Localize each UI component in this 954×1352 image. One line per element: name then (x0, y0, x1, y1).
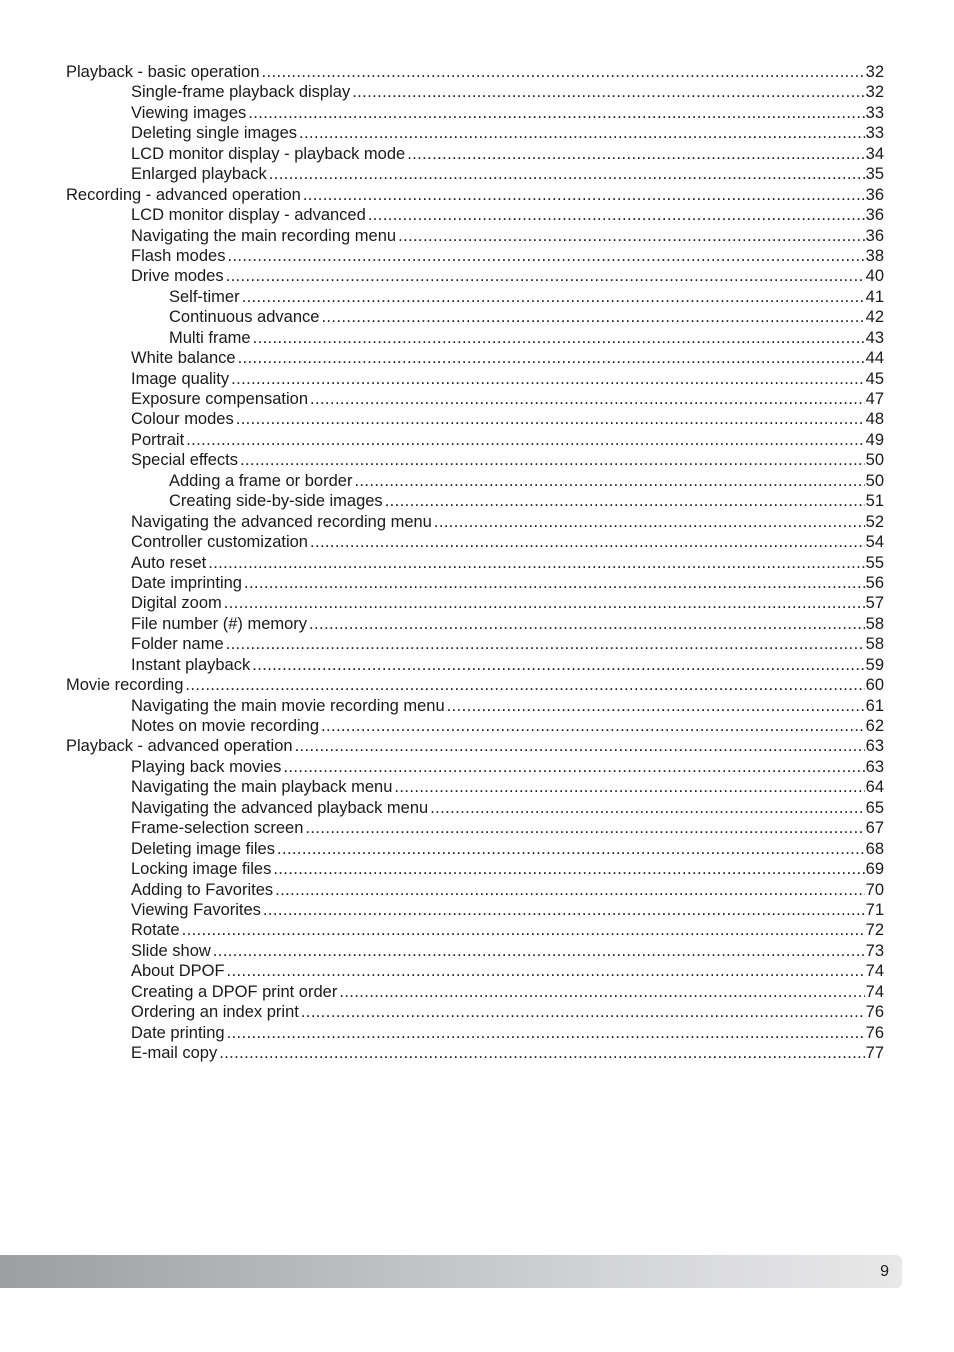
toc-entry-title: Viewing images (131, 103, 247, 122)
toc-entry-page: 52 (865, 512, 884, 531)
toc-entry-title: Movie recording (66, 676, 184, 695)
toc-dot-leader (339, 982, 864, 1002)
toc-entry-title: Slide show (131, 941, 211, 960)
toc-dot-leader (275, 880, 864, 900)
toc-dot-leader (368, 205, 865, 225)
toc-dot-leader (299, 123, 865, 143)
toc-entry-page: 61 (865, 696, 884, 715)
toc-entry-title: Viewing Favorites (131, 900, 261, 919)
toc-entry-title: File number (#) memory (131, 614, 308, 633)
toc-entry-title: Navigating the advanced playback menu (131, 798, 429, 817)
toc-entry-page: 70 (865, 880, 884, 899)
toc-entry-title: LCD monitor display - advanced (131, 206, 366, 225)
toc-entry-page: 77 (865, 1044, 884, 1062)
toc-entry-page: 44 (865, 349, 884, 368)
toc-entry-title: Deleting image files (131, 839, 275, 858)
toc-entry (66, 941, 884, 961)
toc-entry-page: 69 (865, 860, 884, 879)
toc-entry (66, 982, 884, 1002)
toc-entry-page: 36 (865, 185, 884, 204)
toc-entry-page: 47 (865, 390, 884, 408)
toc-entry-title: Adding a frame or border (169, 471, 353, 490)
toc-entry-page: 33 (865, 103, 884, 122)
toc-entry-page: 72 (865, 921, 884, 940)
toc-dot-leader (277, 839, 865, 859)
toc-entry-page: 74 (865, 982, 884, 1001)
toc-entry-page: 42 (865, 308, 884, 327)
toc-entry-page: 73 (865, 941, 884, 960)
toc-entry (66, 553, 884, 573)
toc-entry-title: LCD monitor display - playback mode (131, 144, 406, 163)
toc-entry-title: Continuous advance (169, 308, 320, 327)
toc-entry-page: 62 (865, 717, 884, 735)
toc-entry (66, 593, 884, 613)
toc-entry (66, 471, 884, 491)
toc-entry-title: Controller customization (131, 533, 308, 552)
toc-entry-page: 63 (865, 757, 884, 776)
toc-dot-leader (295, 736, 865, 756)
toc-entry-title: Ordering an index print (131, 1003, 299, 1022)
toc-dot-leader (321, 307, 864, 327)
toc-dot-leader (283, 757, 864, 777)
toc-dot-leader (227, 246, 864, 266)
toc-dot-leader (227, 961, 865, 981)
toc-dot-leader (303, 185, 865, 205)
toc-entry-page: 33 (865, 124, 884, 143)
toc-entry (66, 164, 884, 184)
toc-entry (66, 961, 884, 981)
toc-entry-title: E-mail copy (131, 1044, 218, 1062)
toc-entry-title: Date printing (131, 1023, 225, 1042)
toc-dot-leader (242, 287, 865, 307)
toc-entry-page: 40 (865, 267, 884, 286)
toc-entry (66, 839, 884, 859)
toc-entry-title: Navigating the advanced recording menu (131, 512, 432, 531)
toc-entry (66, 798, 884, 818)
toc-entry-title: About DPOF (131, 962, 225, 981)
toc-entry-title: Notes on movie recording (131, 717, 320, 735)
toc-entry (66, 266, 884, 286)
toc-entry-title: Recording - advanced operation (66, 185, 301, 204)
toc-entry-page: 76 (865, 1023, 884, 1042)
toc-entry-page: 58 (865, 614, 884, 633)
toc-dot-leader (354, 471, 864, 491)
toc-dot-leader (224, 593, 865, 613)
toc-entry-page: 35 (865, 165, 884, 184)
toc-entry-title: Deleting single images (131, 124, 298, 143)
toc-entry (66, 389, 884, 409)
toc-dot-leader (301, 1002, 865, 1022)
toc-entry-title: Playing back movies (131, 757, 282, 776)
toc-entry-title: Image quality (131, 369, 230, 388)
toc-dot-leader (263, 900, 865, 920)
toc-entry (66, 675, 884, 695)
toc-entry (66, 450, 884, 470)
toc-entry-title: Rotate (131, 921, 180, 940)
toc-dot-leader (262, 62, 865, 82)
toc-entry-title: Navigating the main movie recording menu (131, 696, 445, 715)
toc-entry (66, 880, 884, 900)
toc-entry-page: 49 (865, 430, 884, 449)
toc-entry-title: Exposure compensation (131, 390, 309, 408)
toc-entry (66, 103, 884, 123)
toc-entry-page: 43 (865, 328, 884, 347)
toc-dot-leader (185, 675, 864, 695)
toc-entry-page: 55 (865, 553, 884, 572)
toc-entry (66, 777, 884, 797)
toc-entry (66, 123, 884, 143)
toc-entry-page: 64 (865, 778, 884, 797)
toc-entry (66, 614, 884, 634)
toc-dot-leader (248, 103, 864, 123)
toc-entry-page: 56 (865, 573, 884, 592)
toc-entry-title: Locking image files (131, 860, 272, 879)
toc-entry (66, 307, 884, 327)
toc-entry (66, 1023, 884, 1043)
toc-dot-leader (310, 532, 865, 552)
toc-entry-page: 45 (865, 369, 884, 388)
toc-entry-page: 38 (865, 246, 884, 265)
toc-entry-page: 60 (865, 676, 884, 695)
toc-entry-page: 34 (865, 144, 884, 163)
toc-entry-title: Single-frame playback display (131, 83, 351, 102)
toc-entry (66, 1043, 884, 1063)
toc-dot-leader (430, 798, 864, 818)
toc-entry (66, 532, 884, 552)
toc-entry (66, 287, 884, 307)
toc-entry-title: Special effects (131, 451, 239, 470)
toc-entry-page: 36 (865, 226, 884, 245)
toc-dot-leader (253, 328, 865, 348)
toc-entry (66, 369, 884, 389)
toc-entry-title: Folder name (131, 635, 224, 654)
toc-dot-leader (252, 655, 864, 675)
toc-dot-leader (226, 266, 865, 286)
toc-entry (66, 920, 884, 940)
toc-dot-leader (310, 389, 865, 409)
toc-dot-leader (398, 226, 865, 246)
toc-dot-leader (269, 164, 865, 184)
toc-entry-title: Creating side-by-side images (169, 492, 383, 511)
toc-entry (66, 818, 884, 838)
toc-entry-title: Self-timer (169, 287, 240, 306)
toc-entry-page: 54 (865, 533, 884, 552)
toc-dot-leader (447, 696, 865, 716)
toc-entry (66, 62, 884, 82)
toc-entry-title: Playback - basic operation (66, 63, 260, 81)
footer-bar (0, 1255, 902, 1288)
toc-entry-title: Colour modes (131, 410, 234, 429)
toc-entry (66, 573, 884, 593)
toc-dot-leader (309, 614, 865, 634)
toc-dot-leader (240, 450, 865, 470)
toc-dot-leader (352, 82, 864, 102)
toc-entry (66, 491, 884, 511)
toc-entry (66, 634, 884, 654)
toc-entry (66, 716, 884, 736)
toc-entry (66, 348, 884, 368)
toc-dot-leader (186, 430, 864, 450)
toc-entry-title: Navigating the main recording menu (131, 226, 397, 245)
toc-entry-page: 41 (865, 287, 884, 306)
toc-dot-leader (273, 859, 864, 879)
toc-entry (66, 246, 884, 266)
toc-entry-page: 71 (865, 900, 884, 919)
toc-entry (66, 696, 884, 716)
toc-dot-leader (231, 369, 865, 389)
toc-entry-title: Portrait (131, 430, 185, 449)
toc-dot-leader (434, 512, 865, 532)
toc-dot-leader (213, 941, 865, 961)
toc-dot-leader (226, 634, 865, 654)
toc-entry (66, 900, 884, 920)
toc-entry-page: 63 (865, 737, 884, 756)
toc-entry-page: 67 (865, 819, 884, 838)
toc-entry (66, 185, 884, 205)
toc-entry-page: 32 (865, 63, 884, 81)
toc-entry (66, 205, 884, 225)
toc-entry (66, 226, 884, 246)
toc-entry-title: Auto reset (131, 553, 207, 572)
table-of-contents (66, 62, 884, 1063)
toc-entry-title: Enlarged playback (131, 165, 267, 184)
toc-entry-page: 36 (865, 206, 884, 225)
toc-entry-page: 50 (865, 451, 884, 470)
toc-dot-leader (236, 409, 865, 429)
toc-entry-page: 68 (865, 839, 884, 858)
page-number: 9 (880, 1263, 889, 1280)
toc-entry (66, 144, 884, 164)
toc-entry-title: Playback - advanced operation (66, 737, 293, 756)
toc-dot-leader (321, 716, 865, 736)
toc-entry (66, 430, 884, 450)
toc-entry-page: 48 (865, 410, 884, 429)
toc-entry-page: 50 (865, 471, 884, 490)
toc-dot-leader (182, 920, 865, 940)
toc-entry (66, 757, 884, 777)
toc-entry-page: 59 (865, 655, 884, 674)
toc-dot-leader (394, 777, 864, 797)
toc-entry (66, 1002, 884, 1022)
toc-entry (66, 409, 884, 429)
toc-entry-title: Date imprinting (131, 573, 242, 592)
toc-dot-leader (208, 553, 864, 573)
toc-entry (66, 82, 884, 102)
toc-entry (66, 512, 884, 532)
toc-entry-page: 74 (865, 962, 884, 981)
toc-entry-page: 32 (865, 83, 884, 102)
toc-entry-page: 76 (865, 1003, 884, 1022)
toc-dot-leader (244, 573, 865, 593)
toc-entry-page: 65 (865, 798, 884, 817)
toc-entry (66, 859, 884, 879)
toc-entry-page: 58 (865, 635, 884, 654)
toc-entry-title: Instant playback (131, 655, 251, 674)
toc-entry-title: Navigating the main playback menu (131, 778, 393, 797)
toc-entry-title: Digital zoom (131, 594, 222, 613)
toc-entry-title: Drive modes (131, 267, 224, 286)
toc-entry-page: 57 (865, 594, 884, 613)
toc-entry-title: Creating a DPOF print order (131, 982, 338, 1001)
toc-entry (66, 736, 884, 756)
toc-entry-page: 51 (865, 492, 884, 511)
toc-dot-leader (407, 144, 864, 164)
toc-dot-leader (219, 1043, 864, 1063)
toc-entry (66, 328, 884, 348)
toc-entry-title: Multi frame (169, 328, 251, 347)
toc-entry-title: Adding to Favorites (131, 880, 274, 899)
toc-entry (66, 655, 884, 675)
toc-entry-title: White balance (131, 349, 236, 368)
toc-entry-title: Frame-selection screen (131, 819, 304, 838)
toc-entry-title: Flash modes (131, 246, 226, 265)
toc-dot-leader (238, 348, 865, 368)
toc-dot-leader (305, 818, 864, 838)
toc-dot-leader (385, 491, 865, 511)
toc-dot-leader (227, 1023, 865, 1043)
